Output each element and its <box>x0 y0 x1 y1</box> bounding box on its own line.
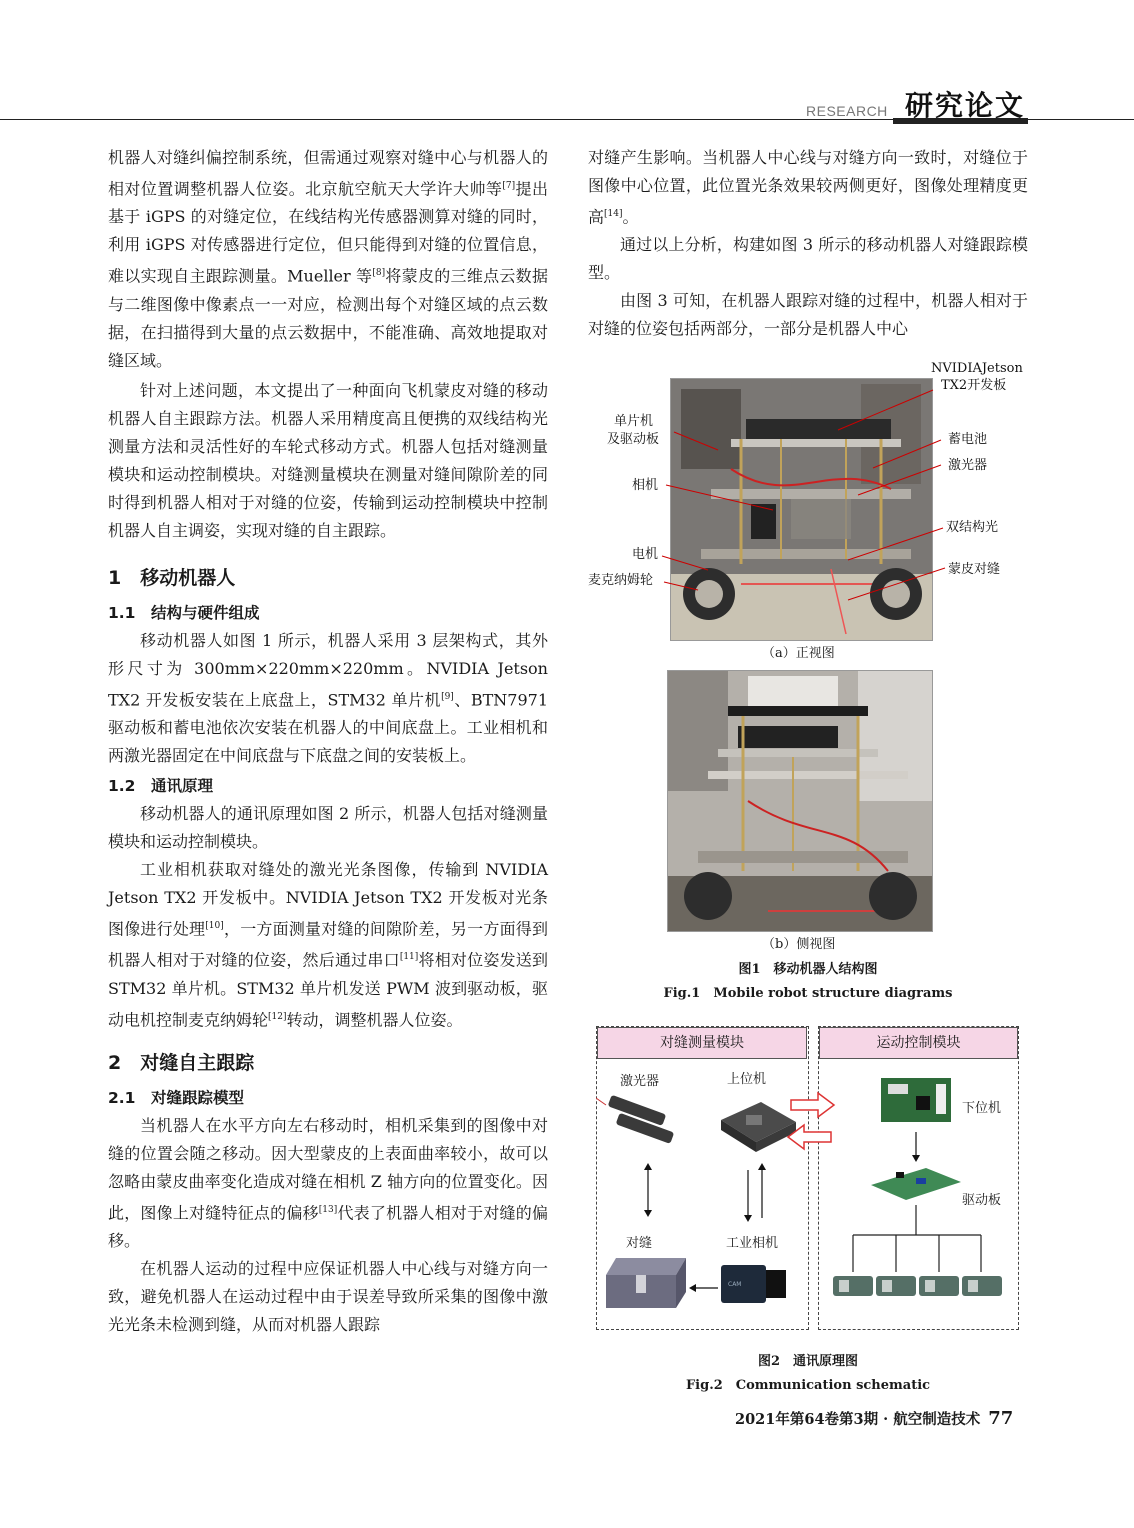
left-column <box>108 144 548 1339</box>
text: ，一方面测量对缝的间隙阶差，另一方面得到机器人相对于对缝的位姿，然后通过串口 <box>108 919 548 970</box>
laser-icon <box>596 1095 674 1144</box>
subsection-heading: 1.2 通讯原理 <box>108 776 213 795</box>
label-laser: 激光器 <box>948 458 988 473</box>
label-jetson: NVIDIAJetson <box>931 361 1023 376</box>
header-section-title: 研究论文 <box>905 89 1026 122</box>
label-battery: 蓄电池 <box>948 432 988 447</box>
text: 将相对位姿发送到 STM32 单片机。STM32 单片机发送 PWM 波到驱动板，驱动电机控制麦克纳姆轮 <box>108 950 548 1029</box>
label-tx2: TX2开发板 <box>941 378 1007 393</box>
paragraph <box>108 144 548 375</box>
fig2-diagram <box>596 1060 1026 1310</box>
text: 。 <box>622 207 639 227</box>
camera-icon <box>721 1265 786 1303</box>
citation: [11] <box>399 952 419 963</box>
paragraph <box>108 856 548 1034</box>
paragraph <box>108 1112 548 1255</box>
host-label: 上位机 <box>727 1072 767 1087</box>
label-dual-structured-light: 双结构光 <box>946 520 999 535</box>
page-number: 77 <box>988 1408 1014 1429</box>
measurement-module-title: 对缝测量模块 <box>597 1027 807 1059</box>
motor-icon <box>833 1276 1002 1296</box>
header-research: RESEARCH <box>806 103 888 119</box>
citation: [13] <box>318 1204 338 1215</box>
text: 机器人对缝纠偏控制系统，但需通过观察对缝中心与机器人的相对位置调整机器人位姿。北京航空航天大学许大帅等 <box>108 148 548 199</box>
slave-label: 下位机 <box>962 1101 1002 1116</box>
driver-board-icon <box>871 1168 961 1200</box>
label-seam: 蒙皮对缝 <box>948 562 1001 577</box>
fig1-caption-en: Fig.1 Mobile robot structure diagrams <box>663 986 953 1001</box>
text: 将蒙皮的三维点云数据与二维图像中像素点一一对应，检测出每个对缝区域的点云数据，在扫描得到大量的点云数据中，不能准确、高效地提取对缝区域。 <box>108 266 548 370</box>
label-motor: 电机 <box>632 547 659 562</box>
host-board-icon <box>721 1102 796 1152</box>
paragraph: 移动机器人的通讯原理如图 2 所示，机器人包括对缝测量模块和运动控制模块。 <box>108 803 548 851</box>
svg-text:CAM: CAM <box>728 1281 742 1288</box>
page-footer <box>735 1408 1013 1429</box>
citation: [12] <box>268 1011 287 1022</box>
paragraph: 由图 3 可知，在机器人跟踪对缝的过程中，机器人相对于对缝的位姿包括两部分，一部分是机器人中心 <box>588 291 1028 339</box>
laser-label: 激光器 <box>620 1074 660 1089</box>
robot-side-photo <box>667 670 933 932</box>
industrial-camera-label: 工业相机 <box>726 1236 779 1251</box>
fig2-caption-cn: 图2 通讯原理图 <box>757 1354 859 1369</box>
arrowhead <box>912 1155 920 1162</box>
label-driver: 及驱动板 <box>607 432 660 447</box>
double-arrow-icon <box>788 1093 834 1149</box>
citation: [14] <box>604 209 623 219</box>
citation: [7] <box>502 181 516 191</box>
text: 当机器人在水平方向左右移动时，相机采集到的图像中对缝的位置会随之移动。因大型蒙皮的上表面曲率较小，故可以忽略由蒙皮曲率变化造成对缝在相机 Z 轴方向的位置变化。因此，图像上对缝特征点的偏移 <box>108 1115 548 1223</box>
fig1-caption-cn: 图1 移动机器人结构图 <box>738 962 878 977</box>
citation: [10] <box>205 920 224 931</box>
subsection-heading: 1.1 结构与硬件组成 <box>108 603 260 622</box>
text: 、BTN7971 驱动板和蓄电池依次安装在机器人的中间底盘上。工业相机和两激光器固定在中间底盘与下底盘之间的安装板上。 <box>108 689 548 765</box>
paragraph: 针对上述问题，本文提出了一种面向飞机蒙皮对缝的移动机器人自主跟踪方法。机器人采用精度高且便携的双线结构光测量方法和灵活性好的车轮式移动方式。机器人包括对缝测量模块和运动控制模块。对缝测量模块在测量对缝间隙阶差的同时得到机器人相对于对缝的位姿，传输到运动控制模块中控制机器人自主调姿，实现对缝的自主跟踪。 <box>108 380 548 540</box>
label-wheel: 麦克纳姆轮 <box>588 573 654 588</box>
text: 提出基于 iGPS 的对缝定位，在线结构光传感器测算对缝的同时，利用 iGPS 对传感器进行定位，但只能得到对缝的位置信息，难以实现自主跟踪测量。Mueller 等 <box>108 179 548 286</box>
robot-side-illustration <box>668 671 932 931</box>
driver-board-label: 驱动板 <box>962 1193 1002 1208</box>
controller-board-icon <box>881 1078 951 1122</box>
paragraph: 通过以上分析，构建如图 3 所示的移动机器人对缝跟踪模型。 <box>588 235 1028 283</box>
text: 移动机器人如图 1 所示，机器人采用 3 层架构式，其外形尺寸为 300mm×220mm×220mm。NVIDIA Jetson TX2 开发板安装在上底盘上，STM32 单片机 <box>108 630 548 709</box>
fig1b-caption: （b）侧视图 <box>762 937 836 952</box>
paragraph <box>588 144 1028 231</box>
paragraph <box>108 627 548 770</box>
section-heading: 2 对缝自主跟踪 <box>108 1051 255 1074</box>
citation: [9] <box>441 691 454 702</box>
subsection-heading: 2.1 对缝跟踪模型 <box>108 1088 244 1107</box>
text: 对缝产生影响。当机器人中心线与对缝方向一致时，对缝位于图像中心位置，此位置光条效果较两侧更好，图像处理精度更高 <box>588 148 1028 227</box>
text: 代表了机器人相对于对缝的偏移。 <box>108 1203 548 1251</box>
fig1-leader-lines <box>588 360 1033 650</box>
text: 工业相机获取对缝处的激光光条图像，传输到 NVIDIA Jetson TX2 开发板中。NVIDIA Jetson TX2 开发板对光条图像进行处理 <box>108 859 548 939</box>
label-camera: 相机 <box>632 478 659 493</box>
label-mcu: 单片机 <box>614 414 654 429</box>
section-heading: 1 移动机器人 <box>108 566 236 589</box>
fig1a-caption: （a）正视图 <box>762 646 835 661</box>
paragraph: 在机器人运动的过程中应保证机器人中心线与对缝方向一致，避免机器人在运动过程中由于误差导致所采集的图像中激光光条未检测到缝，从而对机器人跟踪 <box>108 1259 548 1335</box>
right-column <box>588 144 1028 343</box>
seam-block-icon <box>606 1258 686 1308</box>
fig2-caption-en: Fig.2 Communication schematic <box>685 1378 931 1393</box>
text: 转动，调整机器人位姿。 <box>286 1009 463 1029</box>
seam-label: 对缝 <box>626 1236 653 1251</box>
motion-control-module-title: 运动控制模块 <box>819 1027 1018 1059</box>
citation: [8] <box>372 268 386 279</box>
journal-info: 2021年第64卷第3期 · 航空制造技术 <box>735 1411 981 1428</box>
